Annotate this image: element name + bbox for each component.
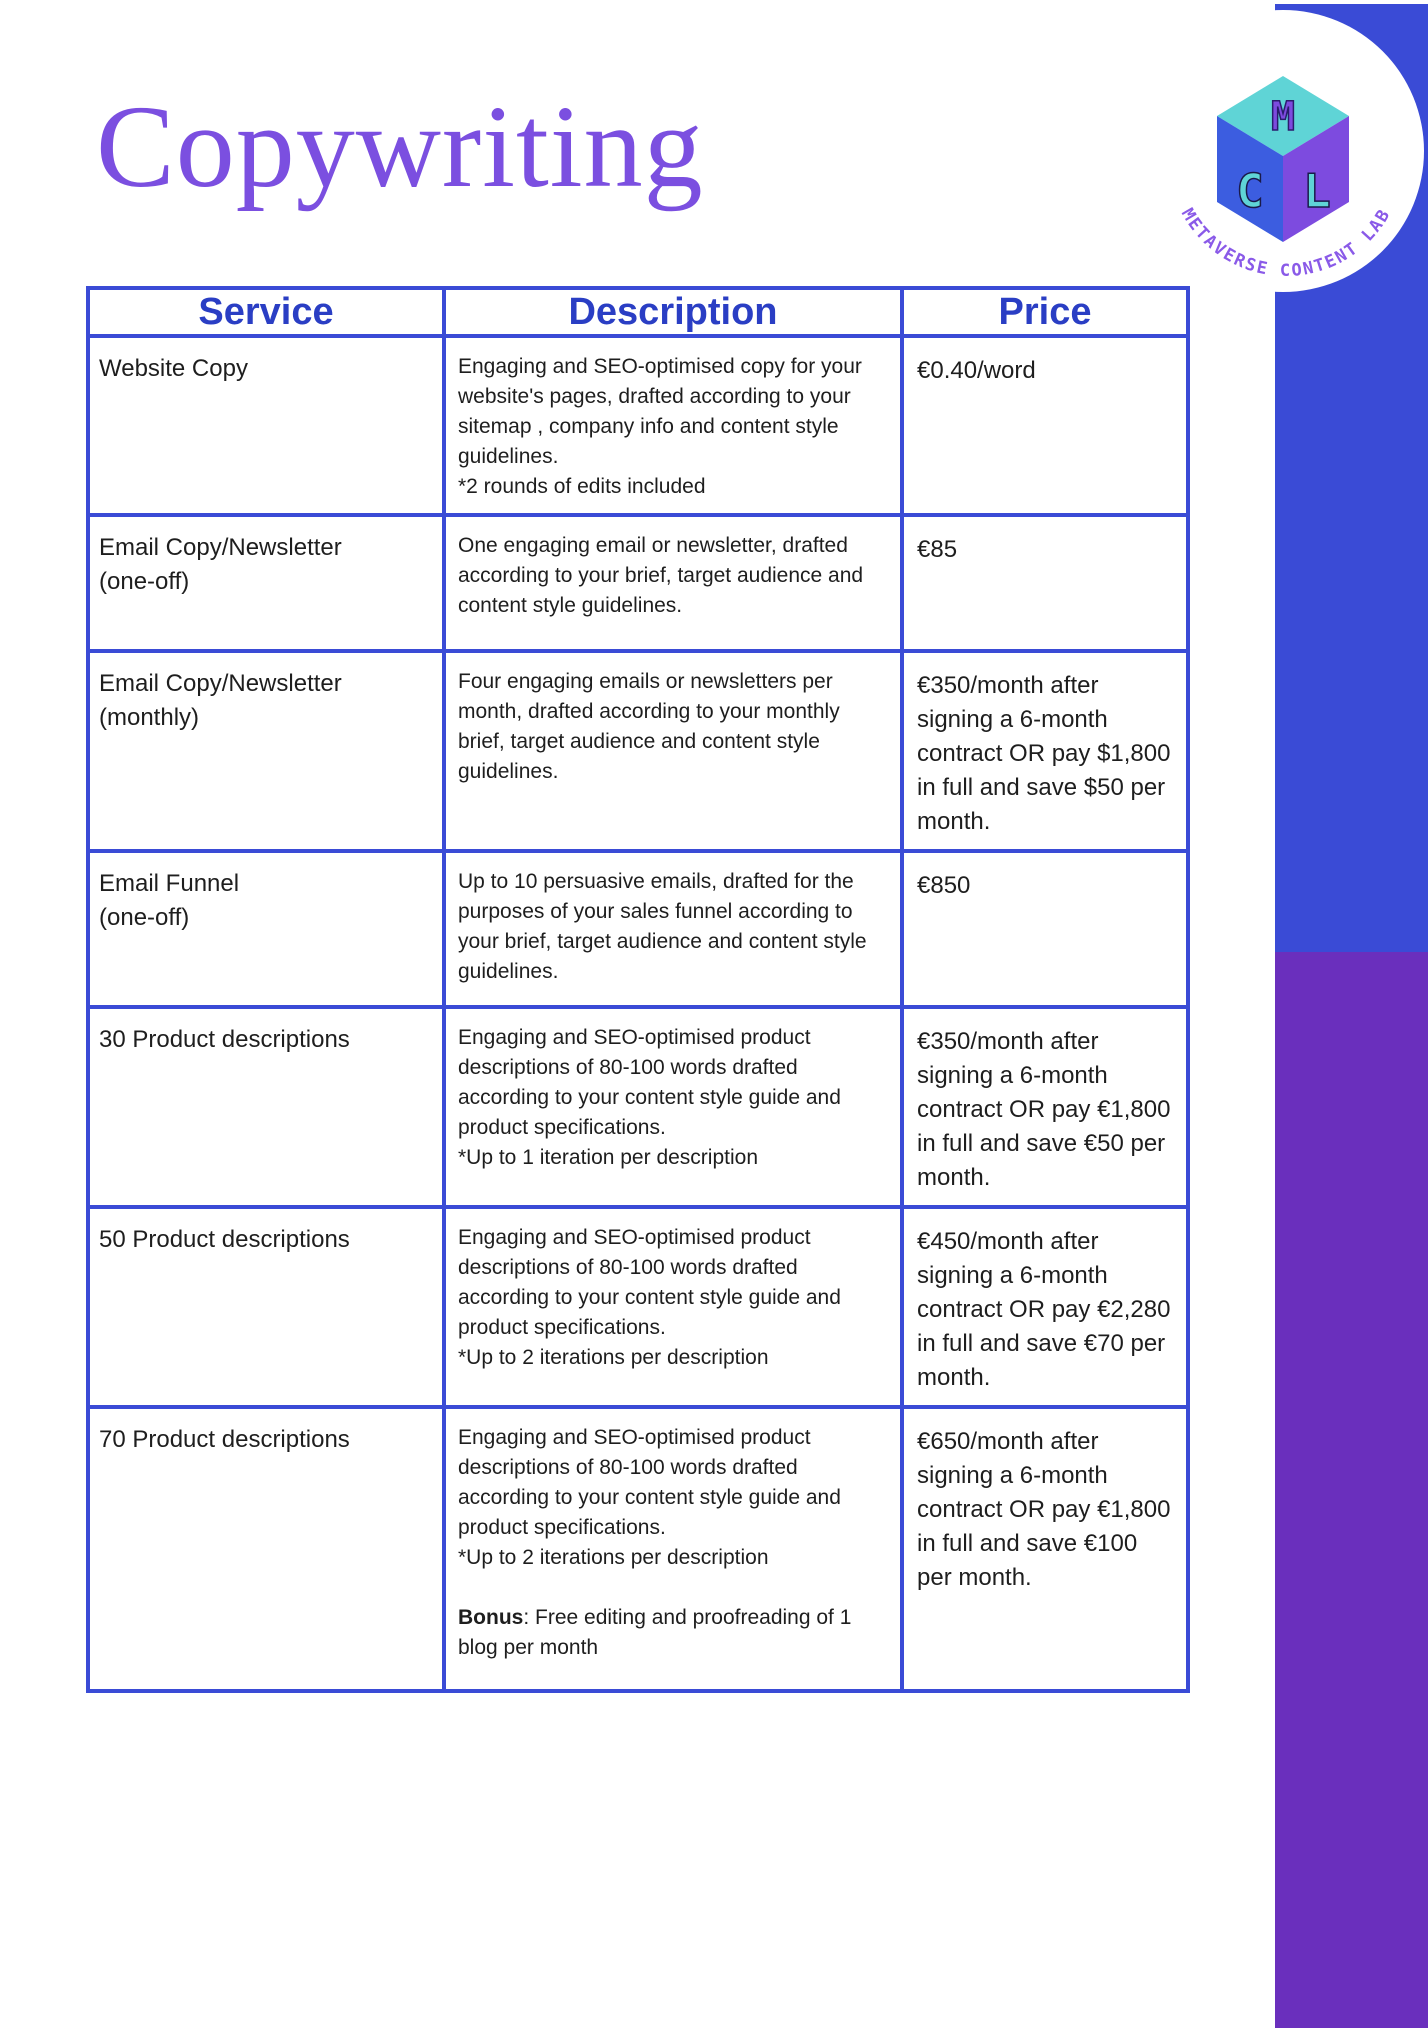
- service-cell: 50 Product descriptions: [88, 1207, 444, 1407]
- side-band-purple: [1275, 952, 1428, 2028]
- table-row: [88, 515, 1188, 651]
- bonus-note: [458, 1603, 890, 1663]
- table-row: [88, 1207, 1188, 1407]
- price-cell: €85: [902, 515, 1188, 651]
- description-note: *2 rounds of edits included: [458, 475, 706, 498]
- description-cell: [444, 1207, 902, 1407]
- table-row: [88, 336, 1188, 515]
- service-cell: Website Copy: [88, 336, 444, 515]
- description-cell: [444, 651, 902, 851]
- table-row: [88, 851, 1188, 1007]
- table-row: [88, 1007, 1188, 1207]
- table-header-row: [88, 288, 1188, 336]
- logo-caption: METAVERSE CONTENT LAB: [1176, 204, 1396, 281]
- description-text: Engaging and SEO-optimised product descriptions of 80-100 words drafted according to your content style guide and product specifications.: [458, 1426, 841, 1539]
- table-row: [88, 651, 1188, 851]
- logo-letter-m: M: [1270, 94, 1296, 140]
- price-cell: €850: [902, 851, 1188, 1007]
- description-cell: [444, 1407, 902, 1691]
- logo-letter-l: L: [1303, 164, 1331, 218]
- description-text: Engaging and SEO-optimised copy for your website's pages, drafted according to your sitemap , company info and content style guidelines.: [458, 355, 862, 468]
- table-row: [88, 1407, 1188, 1691]
- description-note: *Up to 2 iterations per description: [458, 1346, 769, 1369]
- price-cell: €0.40/word: [902, 336, 1188, 515]
- description-cell: [444, 851, 902, 1007]
- description-text: Engaging and SEO-optimised product descriptions of 80-100 words drafted according to your content style guide and product specifications.: [458, 1026, 841, 1139]
- price-cell: €650/month after signing a 6-month contract OR pay €1,800 in full and save €100 per month.: [902, 1407, 1188, 1691]
- service-cell: 70 Product descriptions: [88, 1407, 444, 1691]
- header-service: Service: [88, 288, 444, 336]
- header-price: Price: [902, 288, 1188, 336]
- page-title: Copywriting: [96, 81, 704, 212]
- description-text: Up to 10 persuasive emails, drafted for the purposes of your sales funnel according to your brief, target audience and content style guidelines.: [458, 870, 867, 983]
- service-cell: Email Copy/Newsletter (one-off): [88, 515, 444, 651]
- service-cell: 30 Product descriptions: [88, 1007, 444, 1207]
- description-note: *Up to 1 iteration per description: [458, 1146, 758, 1169]
- service-cell: Email Funnel (one-off): [88, 851, 444, 1007]
- price-cell: €350/month after signing a 6-month contract OR pay €1,800 in full and save €50 per month.: [902, 1007, 1188, 1207]
- bonus-label: Bonus: [458, 1606, 524, 1629]
- header-description: Description: [444, 288, 902, 336]
- logo-letter-c: C: [1236, 164, 1264, 218]
- description-cell: [444, 515, 902, 651]
- price-cell: €450/month after signing a 6-month contract OR pay €2,280 in full and save €70 per month.: [902, 1207, 1188, 1407]
- description-text: One engaging email or newsletter, drafted according to your brief, target audience and content style guidelines.: [458, 534, 864, 617]
- description-note: *Up to 2 iterations per description: [458, 1546, 769, 1569]
- mcl-logo: [1142, 10, 1424, 292]
- price-cell: €350/month after signing a 6-month contract OR pay $1,800 in full and save $50 per month.: [902, 651, 1188, 851]
- description-text: Four engaging emails or newsletters per month, drafted according to your monthly brief, target audience and content style guidelines.: [458, 670, 840, 783]
- bonus-text: : Free editing and proofreading of 1 blog per month: [458, 1606, 852, 1659]
- description-cell: [444, 336, 902, 515]
- description-text: Engaging and SEO-optimised product descriptions of 80-100 words drafted according to your content style guide and product specifications.: [458, 1226, 841, 1339]
- service-cell: Email Copy/Newsletter (monthly): [88, 651, 444, 851]
- pricing-table: [86, 286, 1190, 1693]
- description-cell: [444, 1007, 902, 1207]
